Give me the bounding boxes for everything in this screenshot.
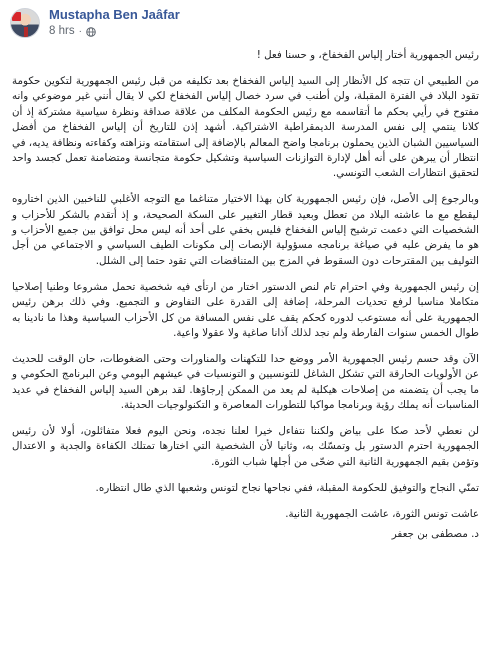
post-body — [10, 48, 483, 542]
post-meta — [49, 6, 180, 39]
post-paragraph-6: لن نعطي لأحد صكا على بياض ولكننا نتفاءل خيرا لعلنا نجده، ونحن اليوم فعلا متفائلون، أولا لأن رئيس الجمهورية احترم الدستور بل وتمسّك به، وثانيا لأن الشخصية التي اختارها تمتلك الكفاءة والجدية و الاعتدال وتؤمن بقيم الجمهورية الثانية التي ضحّى من أجلها شباب الثورة. — [12, 425, 479, 468]
post-signature: د. مصطفى بن جعفر — [391, 528, 479, 541]
timestamp[interactable]: 8 hrs — [49, 25, 75, 37]
post-paragraph-5: الآن وقد حسم رئيس الجمهورية الأمر ووضع حدا للتكهنات والمناورات وحتى الضغوطات، حان الوقت للحديث عن الأولويات الحارقة التي تشكل الشاغل للتونسيين و التونسيات في عيشهم اليومي وعن البرنامج الحكومي و ما يجب أن يتضمنه من إصلاحات هيكلية لم يعد من الممكن إرجاؤها. لقد برهن السيد إلياس الفخفاخ في عديد المناسبات أنه يملك رؤية وبرنامجا مواكبا للتطورات المعاصرة و التكنولوجيات الحديثة. — [12, 352, 479, 412]
author-name[interactable]: Mustapha Ben Jaâfar — [49, 7, 180, 22]
post-header — [10, 0, 483, 48]
post-paragraph-8: عاشت تونس الثورة، عاشت الجمهورية الثانية. — [285, 507, 479, 520]
post-paragraph-7: تمنّي النجاح والتوفيق للحكومة المقبلة، ففي نجاحها نجاح لتونس وشعبها الذي طال انتظاره. — [95, 481, 479, 494]
avatar[interactable] — [10, 8, 40, 38]
timestamp-row — [49, 24, 180, 39]
flag-pin-icon — [12, 12, 21, 21]
post-paragraph-1: رئيس الجمهورية أختار إلياس الفخفاخ، و حسنا فعل ! — [256, 49, 479, 61]
post-paragraph-4: إن رئيس الجمهورية وفي احترام تام لنص الدستور اختار من ارتأى فيه شخصية تحمل مشروعا وطنيا إصلاحيا متكاملا مناسبا لرفع تحديات المرحلة، إضافة إلى القدرة على التفاوض و التجميع. وفي ذلك برهن رئيس الجمهورية على أنه مستوعب لدوره كحكم يقف على نفس المسافة من كل الأحزاب السياسية وهذا ما نادينا به طوال الخمس سنوات الفارطة ولم نجد لذلك آذانا صاغية ولا عقولا واعية. — [12, 280, 479, 339]
globe-icon[interactable] — [86, 27, 96, 37]
tie-detail — [24, 27, 28, 37]
post-paragraph-2: من الطبيعي ان تتجه كل الأنظار إلى السيد إلياس الفخفاخ بعد تكليفه من قبل رئيس الجمهورية لتكوين حكومة تقود البلاد في الفترة المقبلة، ولن أطنب في سرد خصال إلياس الفخفاخ لكي لا يقال أنني غير موضوعي وانه مفتوح في رأيي بحكم ما أتقاسمه مع رئيس الحكومة المكلف من علاقة صداقة ونظرة سياسية مشتركة إذ أن كلانا ينتمي إلى نفس المدرسة الديمقراطية الاشتراكية. أشهد إذن للتاريخ أن إلياس الفخفاخ من أفضل السياسيين الشبان الذين يحملون برنامجا واضح المعالم بالإضافة إلى استقامته ونزاهته وكفاءته ونظافة يديه، في انتظار أن يبرهن على أنه أهل لإدارة التوازنات السياسية وتشكيل حكومة متجانسة ومتضامنة تعمل كجسد واحد لتحقيق انتظارات الشعب التونسي. — [11, 74, 479, 180]
post-paragraph-3: وبالرجوع إلى الأصل، فإن رئيس الجمهورية كان بهذا الاختيار متناغما مع التوجه الأغلبي للناخبين الذين اختاروه ليقطع مع ما عاشته البلاد من تعطل وبعيد قطار التغيير على السكة الصحيحة، و إذ أتقدم بالشكر للأحزاب و الشخصيات التي دعمت ترشيح إلياس الفخفاخ فليس بخفي على أحد أنه ليس محل توافق بين جميع الأحزاب و هو ما يفرض عليه في صياغة برنامجه مسؤولية الإنصات إلى مكونات الطيف السياسي و الاجتماعي من أجل التوليف بين المقترحات دون السقوط في المزج بين المتناقضات التي تقود حتما إلى الشلل. — [12, 193, 479, 267]
separator-dot: · — [78, 26, 82, 37]
